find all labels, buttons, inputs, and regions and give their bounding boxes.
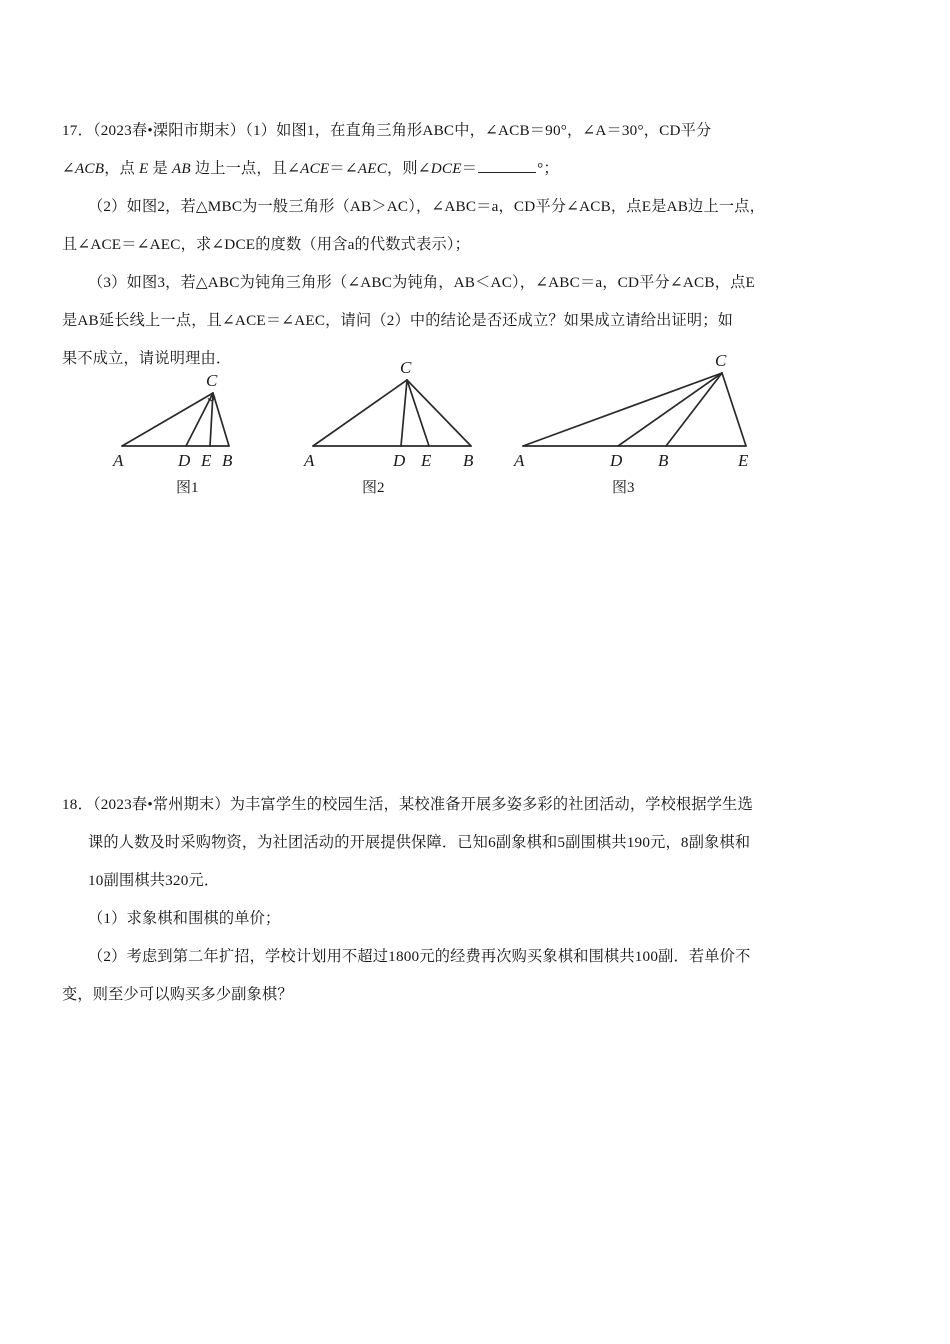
degree-semicolon: °；	[537, 160, 559, 177]
fig2-label-D: D	[393, 451, 406, 470]
problem-17-line-5: （3）如图3，若△ABC为钝角三角形（∠ABC为钝角，AB＜AC），∠ABC＝a，CD平分∠ACB，点E	[88, 274, 755, 291]
problem-17-line-1: 17．（2023春•溧阳市期末）（1）如图1，在直角三角形ABC中，∠ACB＝90°，∠A＝30°，CD平分	[62, 122, 712, 139]
fig1-label-A: A	[113, 451, 124, 470]
fig1-label-C: C	[206, 371, 218, 390]
fig2-label-C: C	[400, 358, 412, 377]
problem-18-line-4: （1）求象棋和围棋的单价；	[88, 910, 281, 927]
fig3-caption: 图3	[612, 480, 635, 496]
problem-18-line-2: 课的人数及时采购物资，为社团活动的开展提供保障．已知6副象棋和5副围棋共190元，8副象棋和	[88, 834, 751, 851]
fig2-label-B: B	[463, 451, 474, 470]
fig1-label-E: E	[201, 451, 212, 470]
figure-2-shape	[313, 380, 471, 446]
problem-17-line-7: 果不成立，请说明理由．	[62, 350, 232, 367]
problem-18-line-5: （2）考虑到第二年扩招，学校计划用不超过1800元的经费再次购买象棋和围棋共100副．若单价不	[88, 948, 751, 965]
fig3-label-A: A	[514, 451, 525, 470]
problem-18-line-6: 变，则至少可以购买多少副象棋？	[62, 986, 293, 1003]
problem-18	[62, 786, 890, 1014]
fig1-label-D: D	[178, 451, 191, 470]
fig2-caption: 图2	[362, 480, 385, 496]
figure-1-shape	[122, 393, 229, 446]
problem-17-line-2	[62, 150, 890, 188]
fig2-label-A: A	[304, 451, 315, 470]
problem-17-line-4: 且∠ACE＝∠AEC，求∠DCE的度数（用含a的代数式表示）；	[62, 236, 471, 253]
fig3-label-C: C	[715, 351, 727, 370]
problem-17	[62, 112, 890, 378]
problem-17-line-6: 是AB延长线上一点，且∠ACE＝∠AEC，请问（2）中的结论是否还成立？如果成立请给出证明；如	[62, 312, 734, 329]
figure-captions	[0, 476, 950, 506]
figure-3-shape	[523, 373, 746, 446]
problem-17-line-3: （2）如图2，若△MBC为一般三角形（AB＞AC），∠ABC＝a，CD平分∠ACB，点E是AB边上一点，	[88, 198, 765, 215]
fig3-label-D: D	[610, 451, 623, 470]
problem-17-line-2-text: ∠ACB，点 E 是 AB 边上一点，且∠ACE＝∠AEC，则∠DCE＝	[62, 160, 478, 177]
fig3-label-E: E	[738, 451, 749, 470]
fig2-label-E: E	[421, 451, 432, 470]
answer-blank[interactable]	[478, 159, 536, 173]
fig1-label-B: B	[222, 451, 233, 470]
problem-18-line-1: 18．（2023春•常州期末）为丰富学生的校园生活，某校准备开展多姿多彩的社团活动，学校根据学生选	[62, 796, 753, 813]
fig1-caption: 图1	[176, 480, 199, 496]
problem-18-line-3: 10副围棋共320元．	[88, 872, 220, 889]
fig3-label-B: B	[658, 451, 669, 470]
